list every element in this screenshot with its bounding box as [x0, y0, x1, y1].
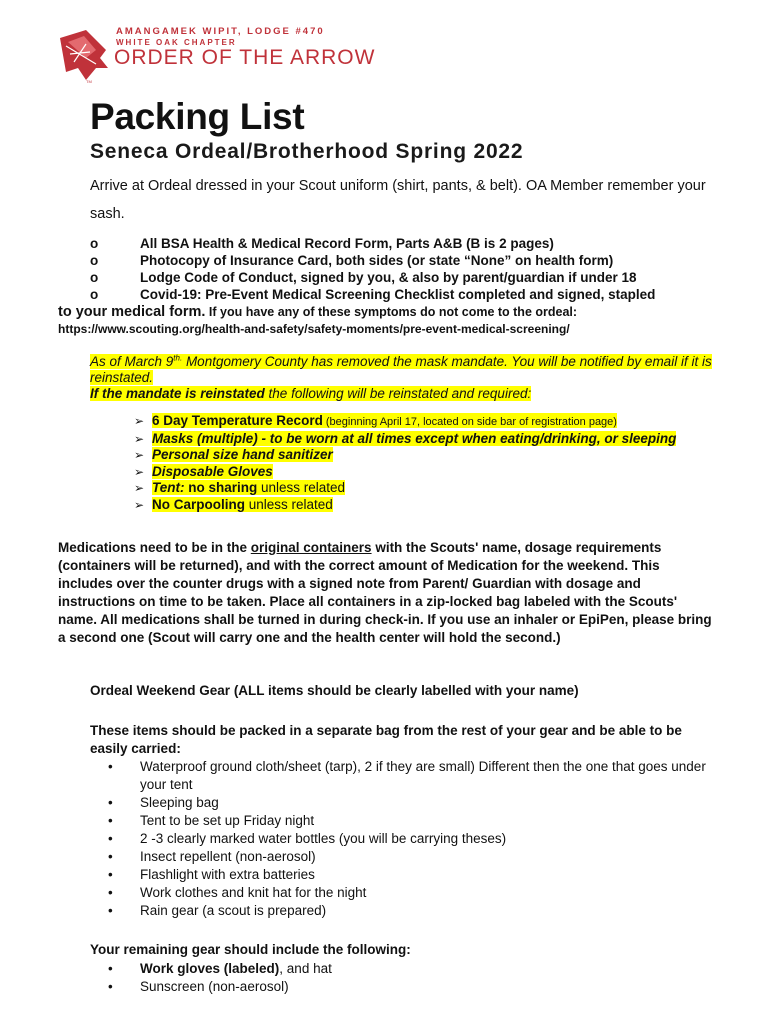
list-item: ➢ Masks (multiple) - to be worn at all times except when eating/drinking, or sleeping — [134, 430, 677, 446]
separate-bag-note: These items should be packed in a separate bag from the rest of your gear and be able to be easily carried: — [90, 723, 682, 756]
logo-org-name: ORDER OF THE ARROW — [114, 46, 376, 69]
dot-bullet-icon: • — [108, 903, 113, 918]
list-item: • Sunscreen (non-aerosol) — [108, 979, 289, 994]
symptoms-warning: If you have any of these symptoms do not come to the ordeal: — [205, 305, 578, 319]
dot-bullet-icon: • — [108, 885, 113, 900]
checklist-item-text: Lodge Code of Conduct, signed by you, & also by parent/guardian if under 18 — [140, 270, 637, 285]
list-item: • Rain gear (a scout is prepared) — [108, 903, 327, 918]
dot-bullet-icon: • — [108, 795, 113, 810]
circle-bullet-icon: o — [90, 236, 99, 251]
medications-paragraph: Medications need to be in the original containers with the Scouts' name, dosage requirements (containers will be returned), and with the correct amount of Medication for the weekend. This includes over the counter drugs with a signed note from Parent/ Guardian with dosage and instructions on time to be taken. Place all containers in a zip-locked bag labeled with the Scouts' name. All medications shall be turned in during check-in. If you use an inhaler or EpiPen, please bring a second one (Scout will carry one and the health center will hold the second.) — [58, 540, 712, 645]
screening-url[interactable]: https://www.scouting.org/health-and-safety/safety-moments/pre-event-medical-screening/ — [58, 322, 570, 336]
page-title: Packing List — [90, 96, 305, 137]
list-item: • Work gloves (labeled), and hat — [108, 961, 332, 976]
checklist-item-text: Covid-19: Pre-Event Medical Screening Checklist completed and signed, stapled — [140, 287, 656, 302]
checklist-item — [90, 269, 730, 286]
ordeal-gear-list — [90, 758, 710, 920]
list-item: ➢ Personal size hand sanitizer — [134, 447, 333, 462]
dot-bullet-icon: • — [108, 961, 113, 976]
mask-mandate-notice — [90, 350, 715, 402]
mask-reinstated-line: If the mandate is reinstated the following will be reinstated and required: — [90, 385, 532, 401]
list-item: • Insect repellent (non-aerosol) — [108, 849, 316, 864]
checklist-item — [90, 286, 730, 303]
checklist-item-text: Photocopy of Insurance Card, both sides (or state “None” on health form) — [140, 253, 614, 268]
list-item: ➢ Tent: no sharing unless related — [134, 480, 346, 495]
logo-chapter-name: WHITE OAK CHAPTER — [116, 38, 237, 47]
mask-notice-line: As of March $9^{th.}$ Montgomery County has removed the mask mandate. You will be notified by email if it is reinstated. — [90, 353, 712, 385]
dot-bullet-icon: • — [108, 849, 113, 864]
page-subtitle: Seneca Ordeal/Brotherhood Spring 2022 — [90, 140, 524, 163]
dot-bullet-icon: • — [108, 979, 113, 994]
checklist-item — [90, 252, 730, 269]
list-item: ➢ Disposable Gloves — [134, 463, 273, 479]
dot-bullet-icon: • — [108, 831, 113, 846]
checklist-continuation — [40, 303, 730, 321]
circle-bullet-icon: o — [90, 253, 99, 268]
circle-bullet-icon: o — [90, 270, 99, 285]
list-item: • Tent to be set up Friday night — [108, 813, 315, 828]
dot-bullet-icon: • — [108, 867, 113, 882]
arrow-bullet-icon: ➢ — [134, 481, 145, 495]
list-item: ➢ No Carpooling unless related — [134, 496, 333, 512]
arrow-bullet-icon: ➢ — [134, 431, 145, 446]
logo-lodge-name: AMANGAMEK WIPIT, LODGE #470 — [116, 26, 325, 37]
remaining-gear-list — [90, 960, 710, 996]
arrow-bullet-icon: ➢ — [134, 448, 145, 462]
continuation-text: to your medical form. — [58, 304, 206, 320]
arrowhead-logo-icon — [56, 28, 112, 84]
checklist-item — [90, 235, 730, 252]
dot-bullet-icon: • — [108, 813, 113, 828]
list-item: • Work clothes and knit hat for the night — [108, 885, 367, 900]
list-item: • Waterproof ground cloth/sheet (tarp), 2 if they are small) Different then the one that goes under your tent — [108, 759, 706, 792]
reinstated-requirements-list — [134, 413, 694, 513]
ordeal-gear-heading: Ordeal Weekend Gear (ALL items should be clearly labelled with your name) — [90, 683, 579, 698]
list-item: • Flashlight with extra batteries — [108, 867, 315, 882]
checklist-item-text: All BSA Health & Medical Record Form, Parts A&B (B is 2 pages) — [140, 236, 554, 251]
intro-paragraph: Arrive at Ordeal dressed in your Scout uniform (shirt, pants, & belt). OA Member remember your sash. — [90, 178, 706, 222]
list-item: • 2 -3 clearly marked water bottles (you will be carrying theses) — [108, 831, 507, 846]
remaining-gear-heading: Your remaining gear should include the following: — [90, 942, 411, 957]
svg-text:TM: TM — [86, 79, 92, 84]
arrow-bullet-icon: ➢ — [134, 464, 145, 479]
arrow-bullet-icon: ➢ — [134, 414, 145, 428]
list-item: ➢ 6 Day Temperature Record (beginning April 17, located on side bar of registration page) — [134, 413, 617, 428]
arrow-bullet-icon: ➢ — [134, 497, 145, 512]
dot-bullet-icon: • — [108, 759, 113, 774]
order-of-the-arrow-logo — [56, 24, 376, 84]
circle-bullet-icon: o — [90, 287, 99, 302]
list-item: • Sleeping bag — [108, 795, 219, 810]
paperwork-checklist — [58, 235, 730, 338]
